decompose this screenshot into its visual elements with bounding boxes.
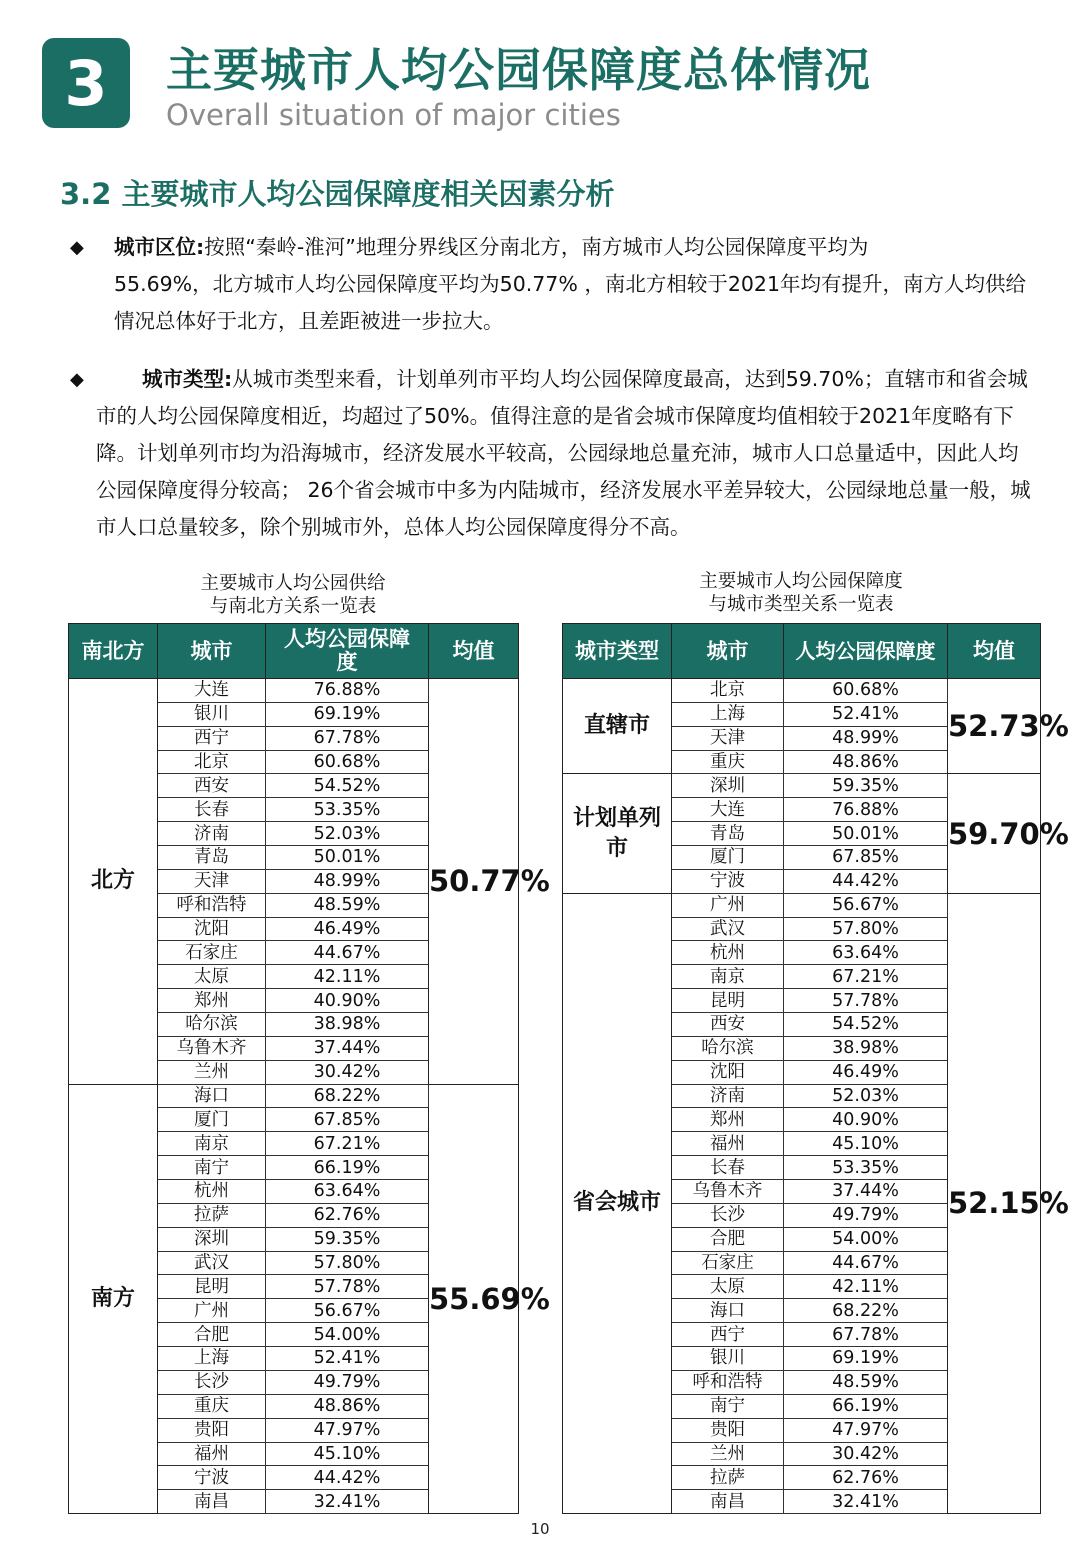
value-cell: 48.99% xyxy=(266,869,429,893)
value-cell: 67.85% xyxy=(784,846,948,870)
city-cell: 天津 xyxy=(672,726,784,750)
city-cell: 宁波 xyxy=(672,869,784,893)
city-cell: 贵阳 xyxy=(672,1418,784,1442)
city-cell: 北京 xyxy=(672,679,784,703)
city-cell: 广州 xyxy=(672,893,784,917)
city-cell: 武汉 xyxy=(158,1251,266,1275)
value-cell: 44.42% xyxy=(266,1466,429,1490)
city-cell: 石家庄 xyxy=(158,941,266,965)
table-row xyxy=(563,774,1041,798)
value-cell: 56.67% xyxy=(266,1299,429,1323)
value-cell: 52.41% xyxy=(784,702,948,726)
group-average-cell: 52.15% xyxy=(948,893,1041,1513)
value-cell: 57.80% xyxy=(266,1251,429,1275)
col-header: 城市 xyxy=(672,624,784,679)
city-cell: 青岛 xyxy=(672,822,784,846)
value-cell: 59.35% xyxy=(784,774,948,798)
city-cell: 长沙 xyxy=(158,1370,266,1394)
value-cell: 63.64% xyxy=(266,1180,429,1204)
city-cell: 大连 xyxy=(672,798,784,822)
value-cell: 53.35% xyxy=(266,798,429,822)
city-cell: 福州 xyxy=(672,1132,784,1156)
city-cell: 上海 xyxy=(158,1347,266,1371)
value-cell: 60.68% xyxy=(266,750,429,774)
city-cell: 济南 xyxy=(672,1084,784,1108)
bullet-label: 城市区位: xyxy=(114,235,205,259)
value-cell: 66.19% xyxy=(266,1156,429,1180)
value-cell: 38.98% xyxy=(266,1013,429,1037)
value-cell: 57.78% xyxy=(784,989,948,1013)
value-cell: 45.10% xyxy=(266,1442,429,1466)
value-cell: 67.85% xyxy=(266,1108,429,1132)
table-row xyxy=(563,679,1041,703)
col-header: 均值 xyxy=(948,624,1041,679)
section-heading: 3.2 主要城市人均公园保障度相关因素分析 xyxy=(60,177,615,211)
value-cell: 76.88% xyxy=(266,679,429,703)
city-cell: 天津 xyxy=(158,869,266,893)
group-average-cell: 55.69% xyxy=(429,1084,519,1513)
city-cell: 海口 xyxy=(158,1084,266,1108)
city-cell: 深圳 xyxy=(672,774,784,798)
value-cell: 38.98% xyxy=(784,1036,948,1060)
city-cell: 太原 xyxy=(158,965,266,989)
left-table-caption: 主要城市人均公园供给 与南北方关系一览表 xyxy=(200,573,386,617)
bullet-city-location xyxy=(70,229,1035,340)
city-cell: 乌鲁木齐 xyxy=(158,1036,266,1060)
value-cell: 63.64% xyxy=(784,941,948,965)
col-header: 城市类型 xyxy=(563,624,672,679)
city-cell: 宁波 xyxy=(158,1466,266,1490)
bullet-text: 从城市类型来看，计划单列市平均人均公园保障度最高，达到59.70%；直辖市和省会城市的人均公园保障度相近，均超过了50%。值得注意的是省会城市保障度均值相较于2021年度略有下降。计划单列市均为沿海城市，经济发展水平较高，公园绿地总量充沛，城市人口总量适中，因此人均公园保障度得分较高； 26个省会城市中多为内陆城市，经济发展水平差异较大，公园绿地总量一般，城市人口总量较多，除个别城市外，总体人均公园保障度得分不高。 xyxy=(96,367,1031,539)
value-cell: 30.42% xyxy=(266,1060,429,1084)
city-cell: 长春 xyxy=(672,1156,784,1180)
col-header: 人均公园保障度 xyxy=(784,624,948,679)
value-cell: 69.19% xyxy=(784,1347,948,1371)
value-cell: 57.80% xyxy=(784,917,948,941)
city-cell: 哈尔滨 xyxy=(672,1036,784,1060)
value-cell: 37.44% xyxy=(784,1180,948,1204)
city-cell: 贵阳 xyxy=(158,1418,266,1442)
city-cell: 厦门 xyxy=(158,1108,266,1132)
city-cell: 上海 xyxy=(672,702,784,726)
north-south-table xyxy=(68,623,550,1514)
value-cell: 46.49% xyxy=(784,1060,948,1084)
value-cell: 68.22% xyxy=(784,1299,948,1323)
value-cell: 30.42% xyxy=(784,1442,948,1466)
group-name-cell: 南方 xyxy=(69,1084,158,1513)
value-cell: 53.35% xyxy=(784,1156,948,1180)
value-cell: 67.78% xyxy=(784,1323,948,1347)
city-cell: 拉萨 xyxy=(158,1203,266,1227)
city-cell: 兰州 xyxy=(158,1060,266,1084)
page-subtitle: Overall situation of major cities xyxy=(166,98,621,132)
bullet-text: 按照“秦岭-淮河”地理分界线区分南北方，南方城市人均公园保障度平均为 xyxy=(204,235,869,259)
city-cell: 海口 xyxy=(672,1299,784,1323)
table-row xyxy=(69,1084,519,1108)
value-cell: 42.11% xyxy=(784,1275,948,1299)
value-cell: 54.52% xyxy=(784,1013,948,1037)
col-header: 均值 xyxy=(429,624,519,679)
value-cell: 48.59% xyxy=(784,1370,948,1394)
city-cell: 厦门 xyxy=(672,846,784,870)
city-cell: 武汉 xyxy=(672,917,784,941)
city-cell: 深圳 xyxy=(158,1227,266,1251)
group-name-cell: 计划单列市 xyxy=(563,774,672,893)
col-header: 南北方 xyxy=(69,624,158,679)
value-cell: 42.11% xyxy=(266,965,429,989)
value-cell: 67.21% xyxy=(266,1132,429,1156)
city-cell: 北京 xyxy=(158,750,266,774)
value-cell: 67.78% xyxy=(266,726,429,750)
city-cell: 呼和浩特 xyxy=(672,1370,784,1394)
city-cell: 西宁 xyxy=(158,726,266,750)
value-cell: 59.35% xyxy=(266,1227,429,1251)
city-cell: 沈阳 xyxy=(158,917,266,941)
city-cell: 重庆 xyxy=(672,750,784,774)
value-cell: 45.10% xyxy=(784,1132,948,1156)
city-cell: 重庆 xyxy=(158,1394,266,1418)
group-average-cell: 59.70% xyxy=(948,774,1041,893)
city-cell: 兰州 xyxy=(672,1442,784,1466)
value-cell: 46.49% xyxy=(266,917,429,941)
city-cell: 呼和浩特 xyxy=(158,893,266,917)
city-cell: 合肥 xyxy=(672,1227,784,1251)
group-name-cell: 直辖市 xyxy=(563,679,672,774)
city-cell: 昆明 xyxy=(158,1275,266,1299)
city-cell: 拉萨 xyxy=(672,1466,784,1490)
value-cell: 40.90% xyxy=(266,989,429,1013)
city-cell: 郑州 xyxy=(158,989,266,1013)
value-cell: 48.86% xyxy=(784,750,948,774)
table-row xyxy=(69,679,519,703)
diamond-bullet-icon: ◆ xyxy=(70,369,84,390)
value-cell: 32.41% xyxy=(266,1490,429,1514)
value-cell: 47.97% xyxy=(266,1418,429,1442)
city-cell: 南京 xyxy=(672,965,784,989)
value-cell: 44.67% xyxy=(784,1251,948,1275)
city-cell: 乌鲁木齐 xyxy=(672,1180,784,1204)
city-cell: 银川 xyxy=(672,1347,784,1371)
value-cell: 40.90% xyxy=(784,1108,948,1132)
city-cell: 青岛 xyxy=(158,846,266,870)
value-cell: 47.97% xyxy=(784,1418,948,1442)
city-cell: 西安 xyxy=(672,1013,784,1037)
city-type-table xyxy=(562,623,1069,1514)
value-cell: 66.19% xyxy=(784,1394,948,1418)
group-name-cell: 省会城市 xyxy=(563,893,672,1513)
value-cell: 54.52% xyxy=(266,774,429,798)
city-cell: 太原 xyxy=(672,1275,784,1299)
value-cell: 50.01% xyxy=(266,846,429,870)
city-cell: 哈尔滨 xyxy=(158,1013,266,1037)
table-row xyxy=(563,893,1041,917)
city-cell: 石家庄 xyxy=(672,1251,784,1275)
city-cell: 南京 xyxy=(158,1132,266,1156)
city-cell: 济南 xyxy=(158,822,266,846)
value-cell: 44.42% xyxy=(784,869,948,893)
value-cell: 44.67% xyxy=(266,941,429,965)
city-cell: 长春 xyxy=(158,798,266,822)
value-cell: 57.78% xyxy=(266,1275,429,1299)
city-cell: 福州 xyxy=(158,1442,266,1466)
city-cell: 广州 xyxy=(158,1299,266,1323)
value-cell: 62.76% xyxy=(784,1466,948,1490)
value-cell: 32.41% xyxy=(784,1490,948,1514)
bullet-text-continued: 55.69%，北方城市人均公园保障度平均为50.77% ，南北方相较于2021年均有提升，南方人均供给情况总体好于北方，且差距被进一步拉大。 xyxy=(114,272,1027,333)
value-cell: 37.44% xyxy=(266,1036,429,1060)
city-cell: 西宁 xyxy=(672,1323,784,1347)
city-cell: 沈阳 xyxy=(672,1060,784,1084)
value-cell: 52.03% xyxy=(266,822,429,846)
city-cell: 杭州 xyxy=(672,941,784,965)
col-header: 人均公园保障度 xyxy=(266,624,429,679)
right-table-caption: 主要城市人均公园保障度 与城市类型关系一览表 xyxy=(699,571,903,615)
group-average-cell: 50.77% xyxy=(429,679,519,1085)
value-cell: 54.00% xyxy=(266,1323,429,1347)
value-cell: 52.03% xyxy=(784,1084,948,1108)
value-cell: 62.76% xyxy=(266,1203,429,1227)
page-title: 主要城市人均公园保障度总体情况 xyxy=(166,43,871,97)
value-cell: 67.21% xyxy=(784,965,948,989)
page-number: 10 xyxy=(530,1520,550,1538)
diamond-bullet-icon: ◆ xyxy=(70,237,84,258)
group-name-cell: 北方 xyxy=(69,679,158,1085)
value-cell: 48.99% xyxy=(784,726,948,750)
city-cell: 南昌 xyxy=(158,1490,266,1514)
city-cell: 合肥 xyxy=(158,1323,266,1347)
bullet-label: 城市类型: xyxy=(142,367,233,391)
city-cell: 西安 xyxy=(158,774,266,798)
city-cell: 南宁 xyxy=(672,1394,784,1418)
value-cell: 48.86% xyxy=(266,1394,429,1418)
city-cell: 杭州 xyxy=(158,1180,266,1204)
city-cell: 昆明 xyxy=(672,989,784,1013)
city-cell: 南昌 xyxy=(672,1490,784,1514)
value-cell: 49.79% xyxy=(266,1370,429,1394)
group-average-cell: 52.73% xyxy=(948,679,1041,774)
value-cell: 49.79% xyxy=(784,1203,948,1227)
col-header: 城市 xyxy=(158,624,266,679)
value-cell: 48.59% xyxy=(266,893,429,917)
value-cell: 69.19% xyxy=(266,702,429,726)
value-cell: 54.00% xyxy=(784,1227,948,1251)
bullet-city-type xyxy=(70,361,1035,546)
city-cell: 郑州 xyxy=(672,1108,784,1132)
value-cell: 50.01% xyxy=(784,822,948,846)
city-cell: 银川 xyxy=(158,702,266,726)
city-cell: 长沙 xyxy=(672,1203,784,1227)
section-number-badge: 3 xyxy=(42,38,130,128)
value-cell: 60.68% xyxy=(784,679,948,703)
city-cell: 南宁 xyxy=(158,1156,266,1180)
value-cell: 76.88% xyxy=(784,798,948,822)
value-cell: 56.67% xyxy=(784,893,948,917)
value-cell: 52.41% xyxy=(266,1347,429,1371)
value-cell: 68.22% xyxy=(266,1084,429,1108)
city-cell: 大连 xyxy=(158,679,266,703)
